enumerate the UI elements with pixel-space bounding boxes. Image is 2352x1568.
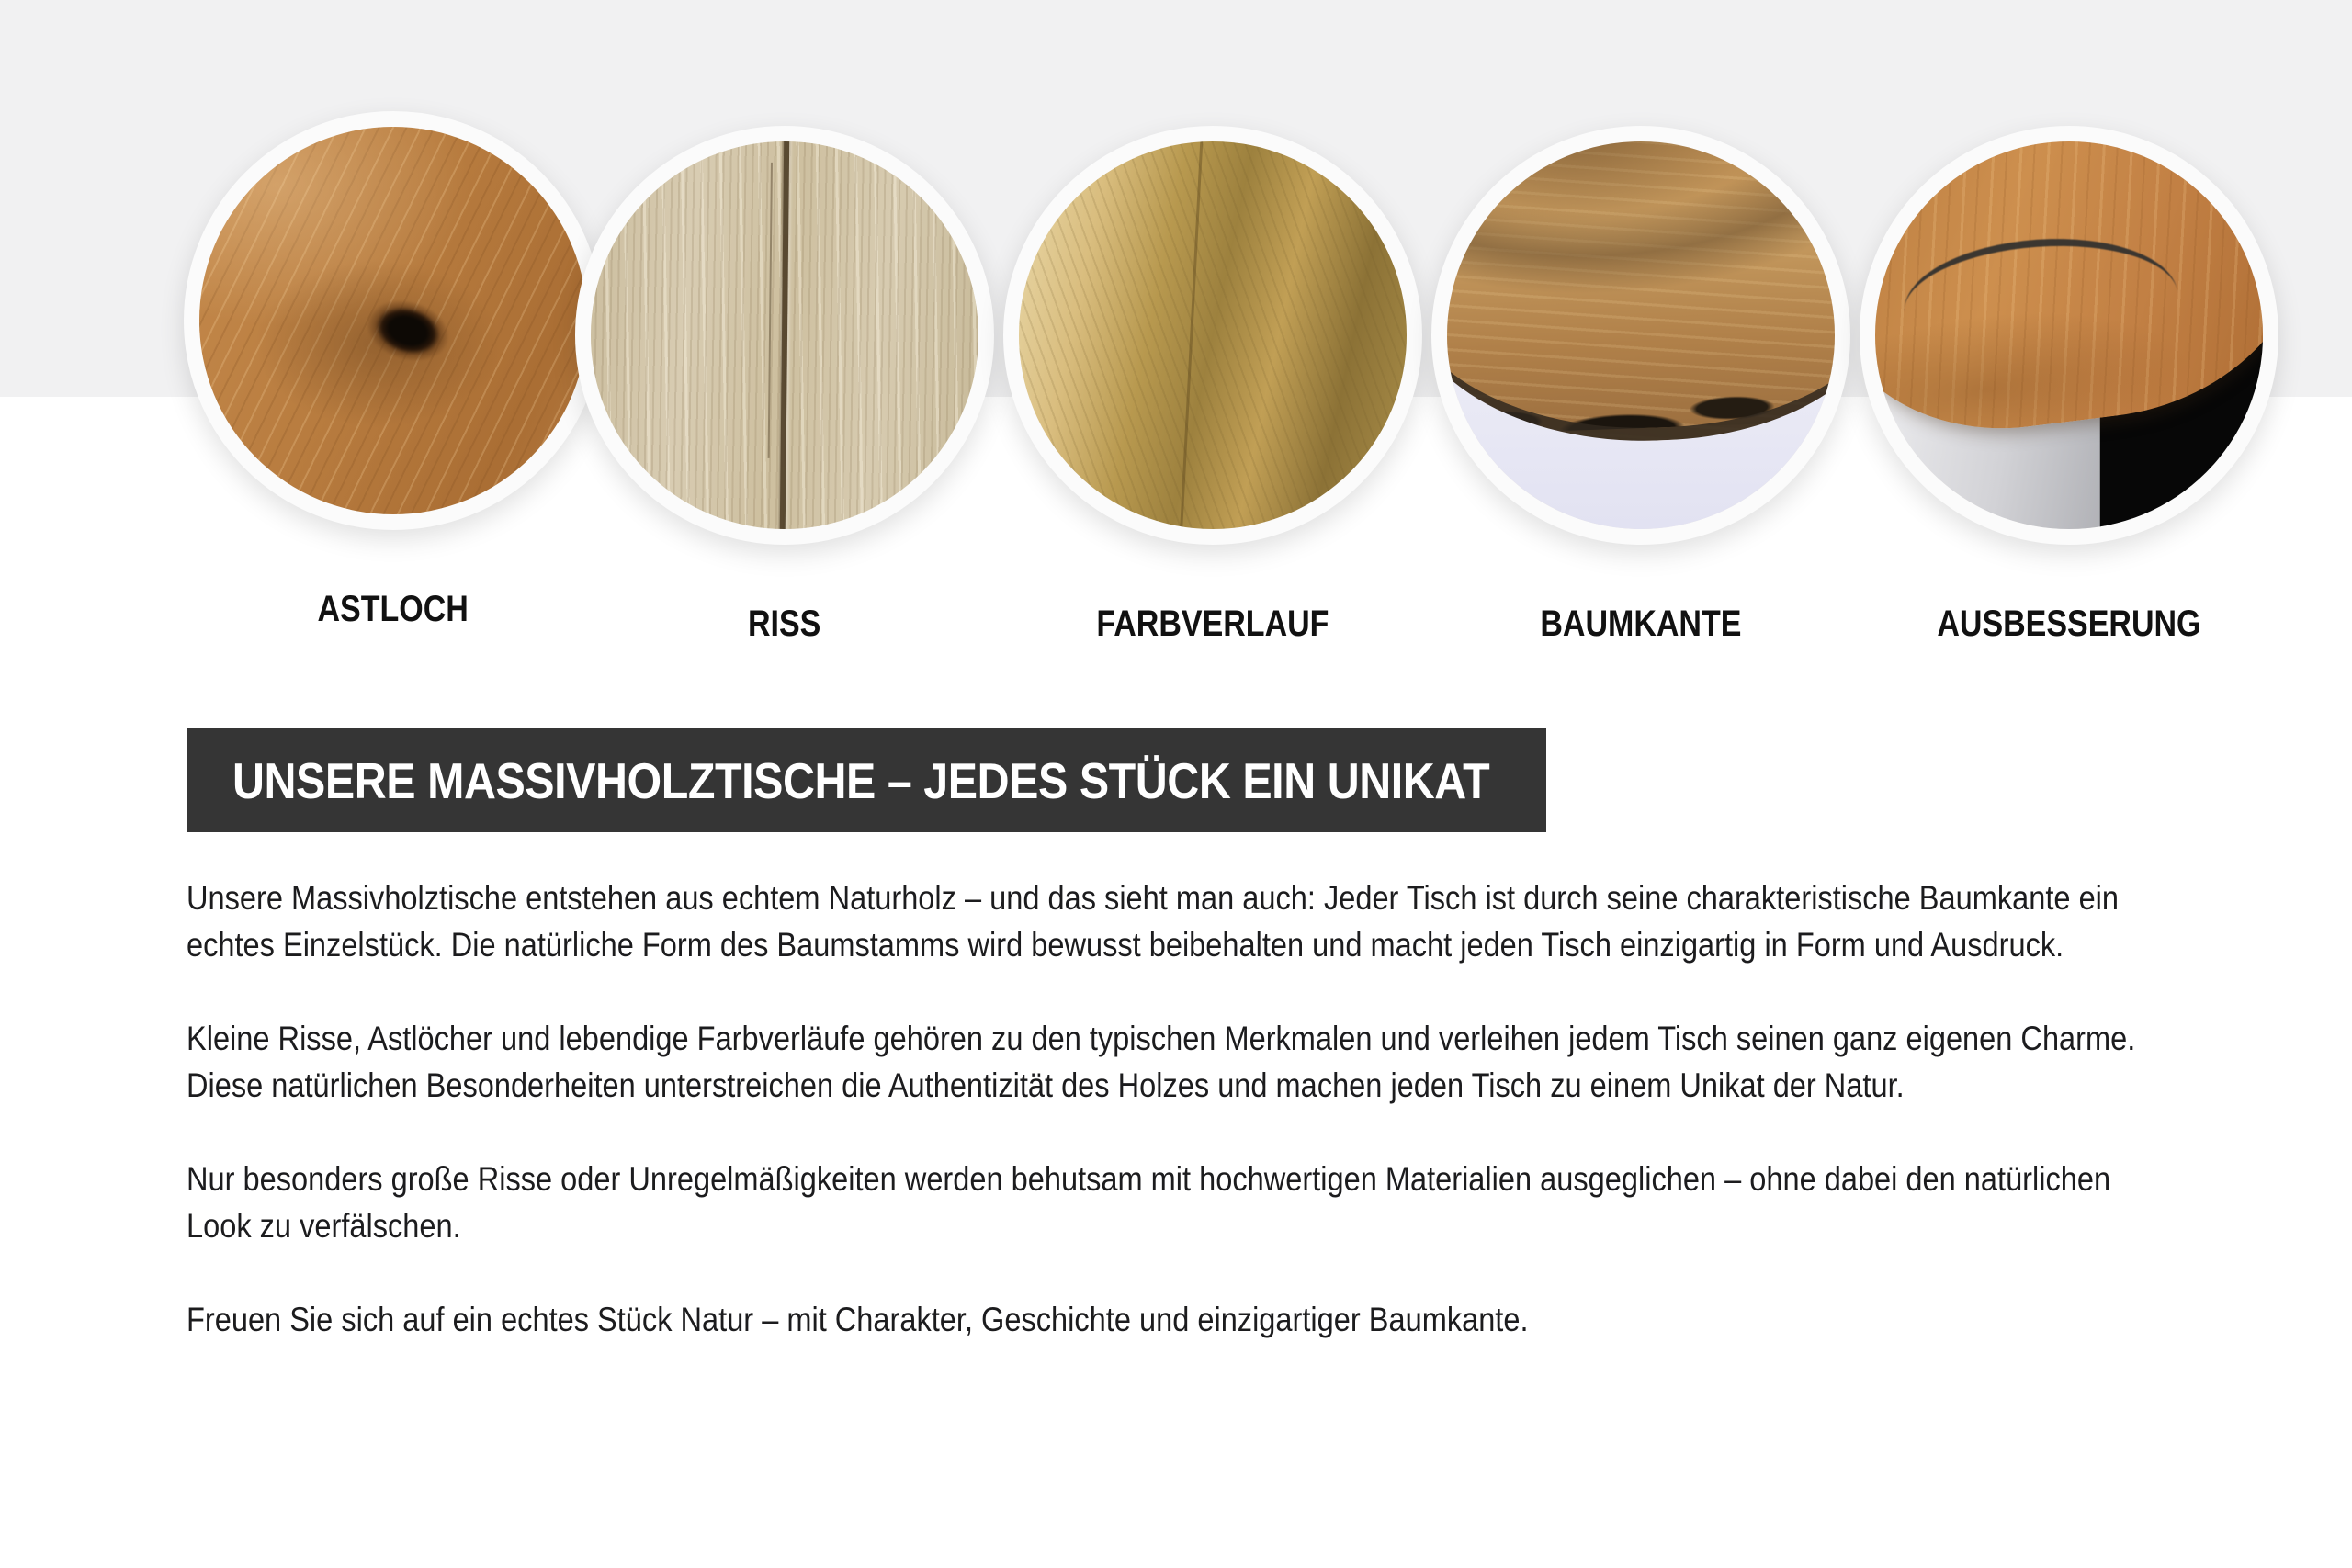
- baumkante-photo: [1431, 126, 1850, 545]
- farbverlauf-photo: [1003, 126, 1422, 545]
- wood-grain-layer: [1019, 141, 1407, 529]
- feature-label-farbverlauf: FARBVERLAUF: [1096, 604, 1329, 644]
- feature-baumkante: [1431, 126, 1850, 645]
- paragraph-intro: Unsere Massivholztische entstehen aus echtem Naturholz – und das sieht man auch: Jeder Tisch ist durch seine charakteristische Baumkante ein echtes Einzelstück. Die natürliche Form des Baumstamms wird bewusst beibehalten und macht jeden Tisch einzigartig in Form und Ausdruck.: [187, 879, 2120, 964]
- feature-label-ausbesserung: AUSBESSERUNG: [1937, 604, 2201, 644]
- wood-features-row: [184, 111, 2315, 660]
- feature-label-baumkante: BAUMKANTE: [1540, 604, 1742, 644]
- section-body: [187, 874, 2171, 1390]
- feature-ausbesserung: [1860, 126, 2278, 645]
- repaired-crack-detail: [1900, 230, 2177, 311]
- feature-label-riss: RISS: [748, 604, 821, 644]
- feature-label-astloch: ASTLOCH: [317, 589, 469, 629]
- riss-photo: [575, 126, 994, 545]
- live-edge-wood-layer: [1431, 126, 1850, 449]
- paragraph-closing: Freuen Sie sich auf ein echtes Stück Natur – mit Charakter, Geschichte und einzigartiger Baumkante.: [187, 1301, 1529, 1338]
- paragraph-repairs: Nur besonders große Risse oder Unregelmäßigkeiten werden behutsam mit hochwertigen Materialien ausgeglichen – ohne dabei den natürlichen Look zu verfälschen.: [187, 1160, 2111, 1245]
- paragraph-characteristics: Kleine Risse, Astlöcher und lebendige Farbverläufe gehören zu den typischen Merkmalen und verleihen jedem Tisch seinen ganz eigenen Charme. Diese natürlichen Besonderheiten unterstreichen die Authentizität des Holzes und machen jeden Tisch zu einem Unikat der Natur.: [187, 1020, 2136, 1104]
- section-title: UNSERE MASSIVHOLZTISCHE – JEDES STÜCK EIN UNIKAT: [232, 751, 1490, 809]
- astloch-photo: [184, 111, 603, 530]
- feature-astloch: [184, 111, 603, 660]
- feature-riss: [575, 126, 994, 645]
- feature-farbverlauf: [1003, 126, 1422, 645]
- section-title-bar: [187, 728, 1546, 832]
- ausbesserung-photo: [1860, 126, 2278, 545]
